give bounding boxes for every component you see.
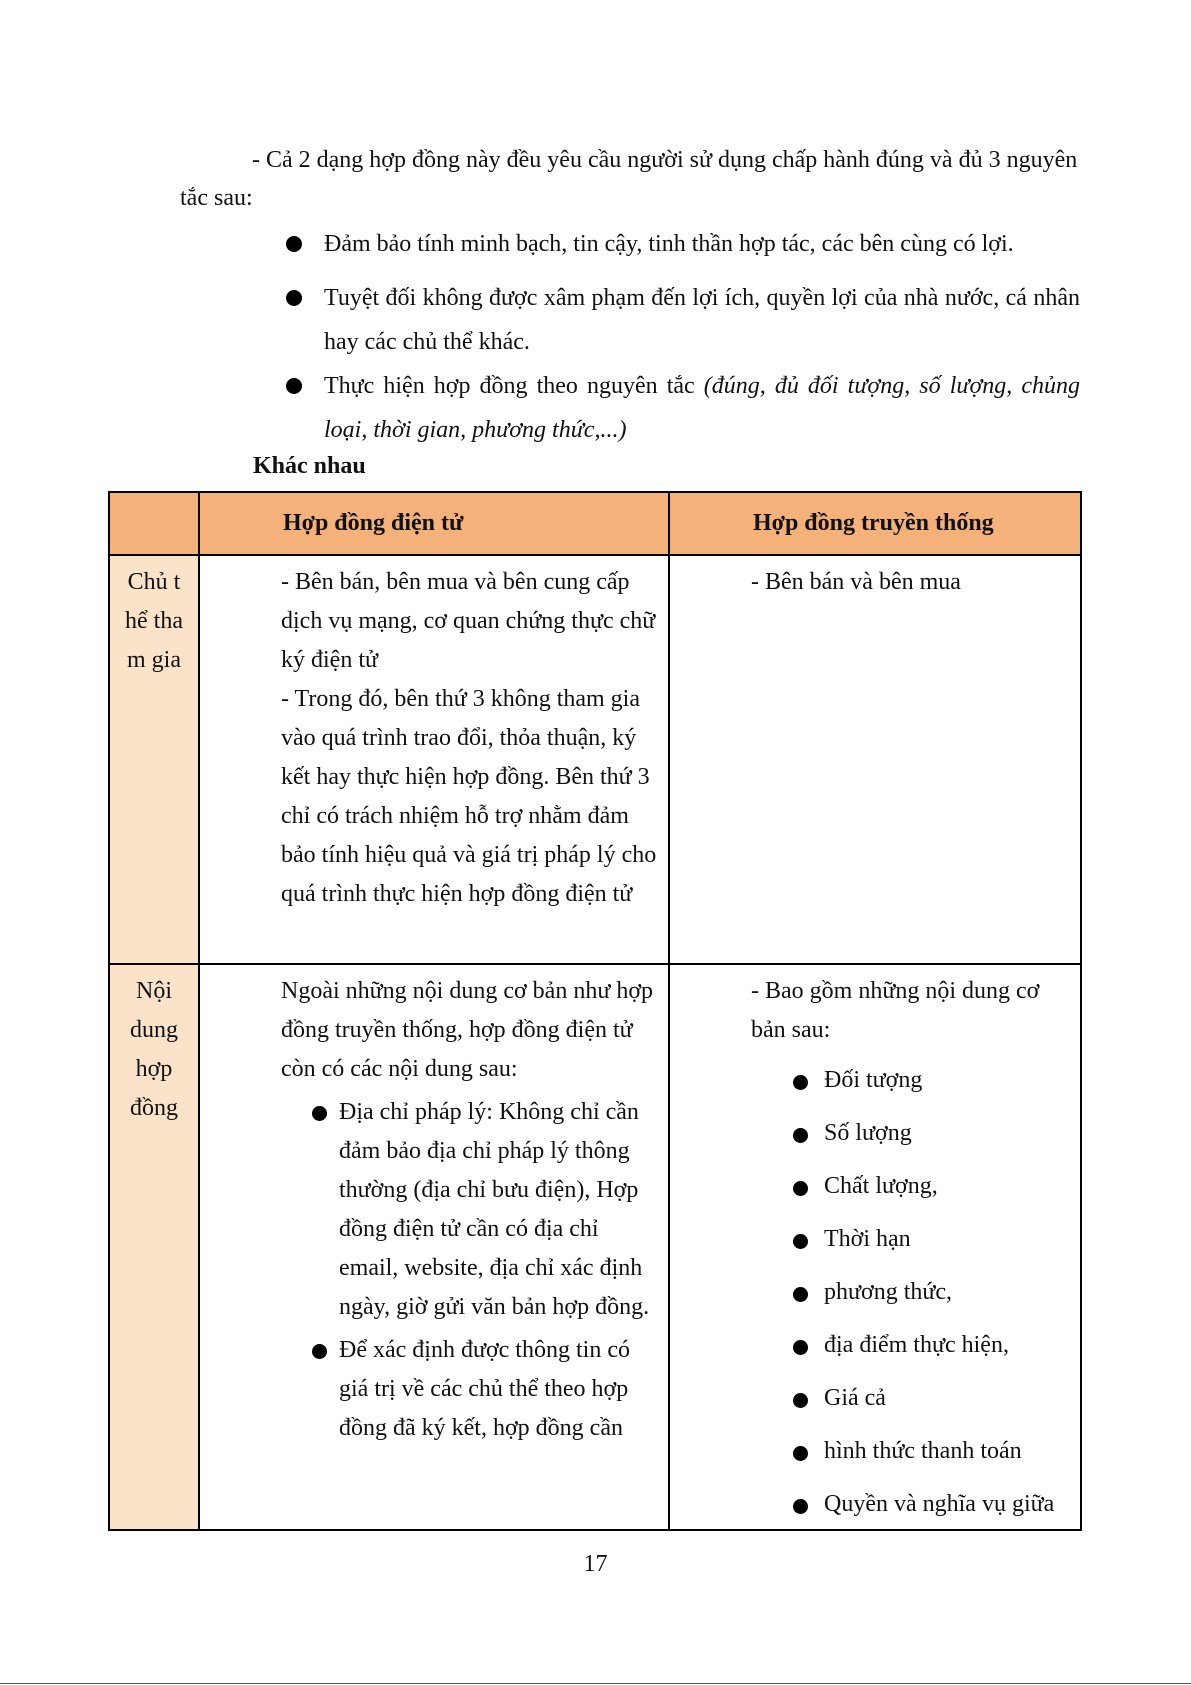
bullet-icon: [286, 236, 302, 252]
list-item: hình thức thanh toán: [751, 1425, 1071, 1478]
cell-traditional-content: - Bao gồm những nội dung cơ bản sau: Đối tượng Số lượng Chất lượng, Thời hạn phương thức, địa điểm thực hiện, Giá cả hình thức thanh toán Quyền và nghĩa vụ giữa: [751, 972, 1071, 1531]
bullet-icon: [793, 1393, 808, 1408]
intro-paragraph: - Cả 2 dạng hợp đồng này đều yêu cầu người sử dụng chấp hành đúng và đủ 3 nguyên tắc sau:: [180, 147, 1078, 211]
bullet-icon: [793, 1234, 808, 1249]
section-heading: Khác nhau: [253, 453, 366, 479]
list-item: Chất lượng,: [751, 1160, 1071, 1213]
list-item: Đảm bảo tính minh bạch, tin cậy, tinh thần hợp tác, các bên cùng có lợi.: [324, 222, 1080, 266]
list-item: Thực hiện hợp đồng theo nguyên tắc (đúng, đủ đối tượng, số lượng, chủng loại, thời gian, phương thức,...): [324, 364, 1080, 452]
list-item: Tuyệt đối không được xâm phạm đến lợi ích, quyền lợi của nhà nước, cá nhân hay các chủ thể khác.: [324, 276, 1080, 364]
header-electronic: Hợp đồng điện tử: [283, 510, 464, 536]
bullet-icon: [312, 1106, 327, 1121]
row-label-participants: Chủ thể tham gia: [125, 569, 183, 673]
cell-electronic-content: Ngoài những nội dung cơ bản như hợp đồng truyền thống, hợp đồng điện tử còn có các nội dung sau: Địa chỉ pháp lý: Không chỉ cần đảm bảo địa chỉ pháp lý thông thường (địa chỉ bưu điện), Hợp đồng điện tử cần có địa chỉ email, website, địa chỉ xác định ngày, giờ gửi văn bản hợp đồng. Để xác định được thông tin có giá trị về các chủ thể theo hợp đồng đã ký kết, hợp đồng cần: [281, 972, 661, 1448]
bullet-icon: [793, 1499, 808, 1514]
list-item: Địa chỉ pháp lý: Không chỉ cần đảm bảo địa chỉ pháp lý thông thường (địa chỉ bưu điện), Hợp đồng điện tử cần có địa chỉ email, website, địa chỉ xác định ngày, giờ gửi văn bản hợp đồng.: [281, 1093, 661, 1327]
cell-electronic-participants: - Bên bán, bên mua và bên cung cấp dịch vụ mạng, cơ quan chứng thực chữ ký điện tử - Trong đó, bên thứ 3 không tham gia vào quá trình trao đổi, thỏa thuận, ký kết hay thực hiện hợp đồng. Bên thứ 3 chỉ có trách nhiệm hỗ trợ nhằm đảm bảo tính hiệu quả và giá trị pháp lý cho quá trình thực hiện hợp đồng điện tử: [281, 569, 657, 907]
bullet-icon: [312, 1344, 327, 1359]
bullet-icon: [793, 1181, 808, 1196]
bullet-icon: [286, 290, 302, 306]
header-traditional: Hợp đồng truyền thống: [753, 510, 994, 536]
page-number: 17: [583, 1551, 608, 1577]
list-item: Thời hạn: [751, 1213, 1071, 1266]
list-item: phương thức,: [751, 1266, 1071, 1319]
principles-list: [290, 222, 1080, 452]
list-item: Quyền và nghĩa vụ giữa: [751, 1478, 1071, 1531]
page-bottom-rule: [0, 1683, 1191, 1684]
bullet-icon: [793, 1287, 808, 1302]
comparison-table: [108, 491, 1082, 1531]
list-item: Để xác định được thông tin có giá trị về các chủ thể theo hợp đồng đã ký kết, hợp đồng cần: [281, 1331, 661, 1448]
list-item: Giá cả: [751, 1372, 1071, 1425]
list-item: Đối tượng: [751, 1054, 1071, 1107]
bullet-icon: [793, 1446, 808, 1461]
cell-traditional-participants: - Bên bán và bên mua: [751, 569, 961, 595]
list-item: Số lượng: [751, 1107, 1071, 1160]
row-label-content: Nội dung hợp đồng: [130, 978, 178, 1121]
bullet-icon: [793, 1128, 808, 1143]
bullet-icon: [793, 1075, 808, 1090]
bullet-icon: [793, 1340, 808, 1355]
bullet-icon: [286, 378, 302, 394]
list-item: địa điểm thực hiện,: [751, 1319, 1071, 1372]
